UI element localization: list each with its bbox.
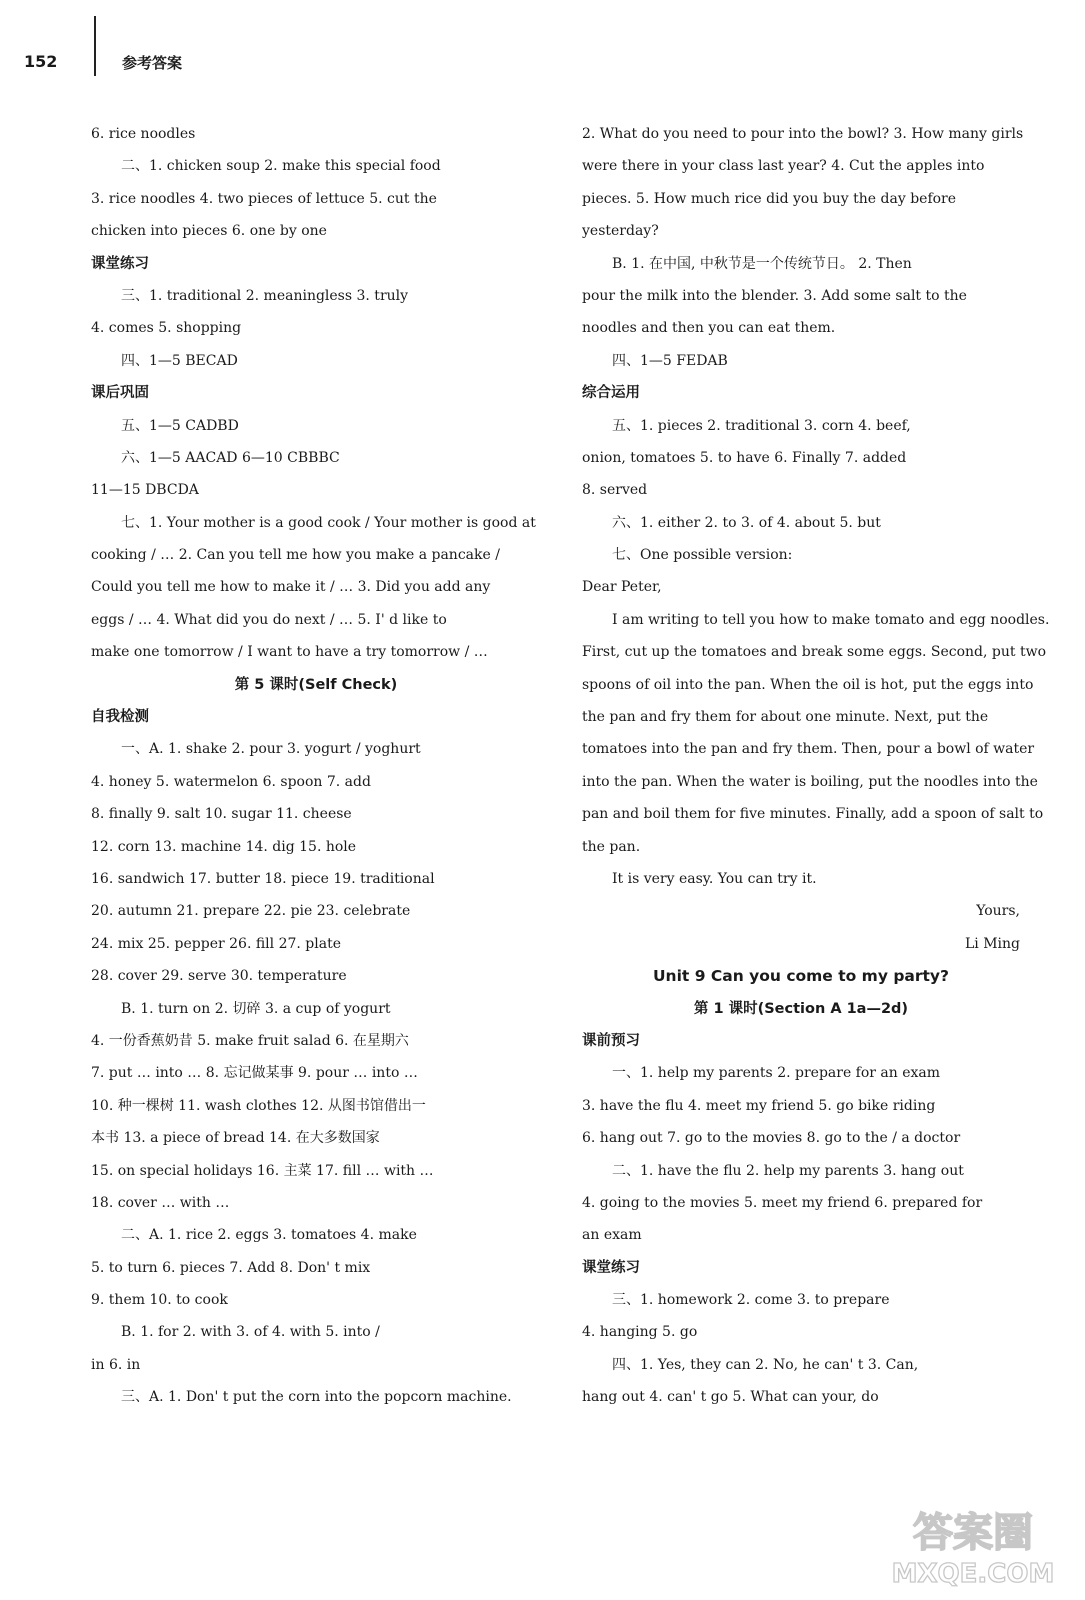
section-heading: 课前预习 [582,1032,640,1049]
answer-line: the pan and fry them for about one minute. Next, put the [582,709,989,726]
answer-line: 二、A. 1. rice 2. eggs 3. tomatoes 4. make [121,1227,417,1244]
answer-line: 六、1—5 AACAD 6—10 CBBBC [121,449,340,466]
answer-line: 5. to turn 6. pieces 7. Add 8. Don' t mix [91,1259,371,1276]
watermark-line2: MXQE.COM [891,1559,1055,1589]
answer-line: were there in your class last year? 4. Cut the apples into [582,158,985,175]
answer-line: B. 1. turn on 2. 切碎 3. a cup of yogurt [121,1000,391,1017]
watermark-line1: 答案圈 [913,1510,1033,1556]
answer-line: 二、1. have the flu 2. help my parents 3. hang out [612,1162,964,1179]
answer-line: 16. sandwich 17. butter 18. piece 19. traditional [91,870,435,887]
answer-line: B. 1. 在中国, 中秋节是一个传统节日。 2. Then [612,255,912,272]
answer-line: 三、A. 1. Don' t put the corn into the popcorn machine. [121,1389,512,1406]
answer-line: 8. served [582,482,648,499]
answer-line: Dear Peter, [582,579,662,596]
answer-line: 9. them 10. to cook [91,1292,228,1309]
page-number: 152 [24,52,58,71]
answer-line: hang out 4. can' t go 5. What can your, do [582,1389,879,1406]
left-column [91,118,541,1414]
page-header [0,0,1085,90]
answer-line: 五、1—5 CADBD [121,417,239,434]
answer-line: the pan. [582,838,641,855]
answer-line: yesterday? [582,223,659,240]
answer-line: noodles and then you can eat them. [582,320,836,337]
answer-line: an exam [582,1227,642,1244]
answer-line: 七、One possible version: [612,547,793,564]
answer-line: 24. mix 25. pepper 26. fill 27. plate [91,935,341,952]
answer-line: 四、1—5 BECAD [121,352,238,369]
answer-line: eggs / … 4. What did you do next / … 5. I' d like to [91,611,447,628]
right-column [582,118,1050,1414]
answer-line: 28. cover 29. serve 30. temperature [91,968,347,985]
answer-line: 11—15 DBCDA [91,482,199,499]
section-heading: 课堂练习 [582,1259,640,1276]
answer-line: onion, tomatoes 5. to have 6. Finally 7. added [582,449,907,466]
header-divider [94,16,96,76]
answer-line: 6. rice noodles [91,126,196,142]
answer-line: into the pan. When the water is boiling, put the noodles into the [582,773,1038,790]
unit-heading: Unit 9 Can you come to my party? [652,967,950,986]
answer-line: 4. honey 5. watermelon 6. spoon 7. add [91,773,371,790]
watermark-logo [883,1498,1063,1590]
answer-line: spoons of oil into the pan. When the oil is hot, put the eggs into [582,676,1034,693]
answer-line: It is very easy. You can try it. [612,870,817,887]
answer-line: 2. What do you need to pour into the bowl? 3. How many girls [582,126,1024,142]
answer-line: pieces. 5. How much rice did you buy the day before [582,190,957,207]
answer-line: 3. rice noodles 4. two pieces of lettuce 5. cut the [91,190,437,207]
answer-line: pan and boil them for five minutes. Finally, add a spoon of salt to [582,806,1044,823]
answer-line: 12. corn 13. machine 14. dig 15. hole [91,838,357,855]
answer-line: 15. on special holidays 16. 主菜 17. fill … with … [91,1162,434,1179]
lesson-heading: 第 1 课时(Section A 1a—2d) [693,1000,909,1017]
answer-line: 四、1—5 FEDAB [612,352,728,369]
answer-line: 6. hang out 7. go to the movies 8. go to the / a doctor [582,1130,961,1147]
answer-line: B. 1. for 2. with 3. of 4. with 5. into / [121,1324,380,1341]
section-heading: 课后巩固 [91,385,149,402]
section-heading: 课堂练习 [91,255,149,272]
section-heading: 自我检测 [91,709,149,726]
answer-line: I am writing to tell you how to make tomato and egg noodles. [612,611,1050,628]
answer-line: in 6. in [91,1356,141,1373]
answer-line: 二、1. chicken soup 2. make this special food [121,158,441,175]
answer-line: 4. 一份香蕉奶昔 5. make fruit salad 6. 在星期六 [91,1032,409,1049]
section-heading: 综合运用 [582,385,640,402]
answer-line: 三、1. homework 2. come 3. to prepare [612,1292,890,1309]
letter-signoff: Yours, [976,903,1020,920]
answer-line: First, cut up the tomatoes and break some eggs. Second, put two [582,644,1047,661]
answer-line: 五、1. pieces 2. traditional 3. corn 4. beef, [612,417,911,434]
answer-line: pour the milk into the blender. 3. Add some salt to the [582,287,967,304]
answer-line: 4. hanging 5. go [582,1324,698,1341]
answer-line: tomatoes into the pan and fry them. Then, pour a bowl of water [582,741,1035,758]
answer-line: 20. autumn 21. prepare 22. pie 23. celebrate [91,903,411,920]
answer-line: 三、1. traditional 2. meaningless 3. truly [121,287,409,304]
answer-line: 10. 种一棵树 11. wash clothes 12. 从图书馆借出一 [91,1097,426,1114]
answer-line: 一、A. 1. shake 2. pour 3. yogurt / yoghurt [121,741,421,758]
answer-line: 8. finally 9. salt 10. sugar 11. cheese [91,806,352,823]
answer-line: 六、1. either 2. to 3. of 4. about 5. but [612,514,881,531]
answer-line: 一、1. help my parents 2. prepare for an exam [612,1065,941,1082]
answer-line: 18. cover … with … [91,1194,230,1211]
answer-line: cooking / … 2. Can you tell me how you make a pancake / [91,547,500,564]
answer-line: 4. comes 5. shopping [91,320,242,337]
answer-line: 3. have the flu 4. meet my friend 5. go bike riding [582,1097,936,1114]
letter-signoff: Li Ming [964,935,1020,952]
answer-line: Could you tell me how to make it / … 3. Did you add any [91,579,491,596]
answer-line: 本书 13. a piece of bread 14. 在大多数国家 [91,1130,380,1147]
answer-line: 7. put … into … 8. 忘记做某事 9. pour … into … [91,1065,418,1082]
answer-line: 四、1. Yes, they can 2. No, he can' t 3. Can, [612,1356,919,1373]
answer-line: chicken into pieces 6. one by one [91,223,327,240]
page-header-title: 参考答案 [122,54,183,72]
lesson-heading: 第 5 课时(Self Check) [234,676,398,693]
answer-line: 七、1. Your mother is a good cook / Your mother is good at [121,514,536,531]
answer-line: 4. going to the movies 5. meet my friend 6. prepared for [582,1194,983,1211]
answer-line: make one tomorrow / I want to have a try tomorrow / … [91,644,488,661]
